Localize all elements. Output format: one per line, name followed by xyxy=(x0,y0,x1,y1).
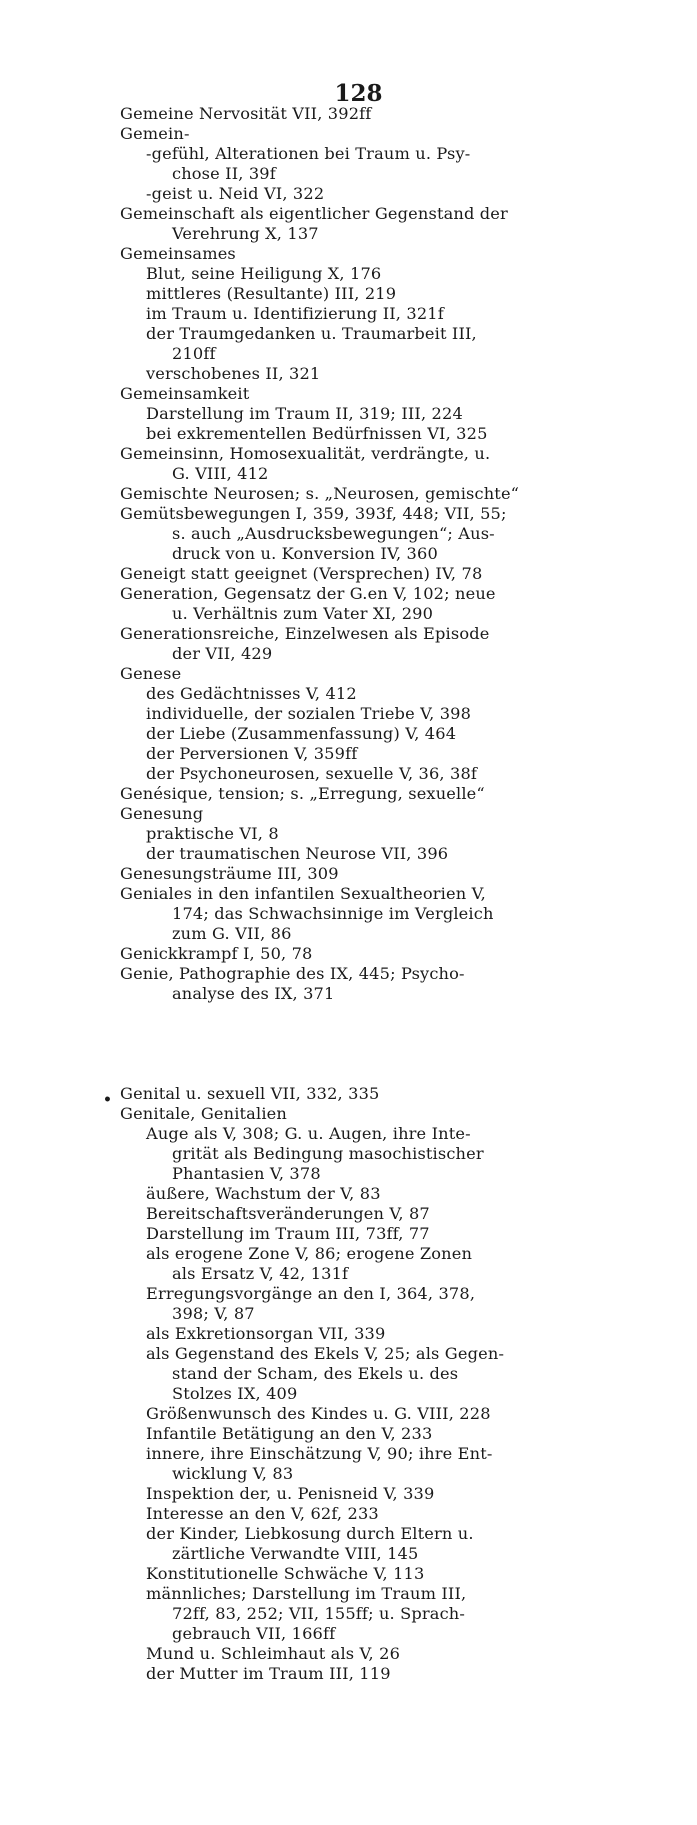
index-line: Genie, Pathographie des IX, 445; Psycho- xyxy=(120,964,465,983)
index-line: Genese xyxy=(120,664,182,683)
index-line: analyse des IX, 371 xyxy=(172,984,335,1003)
index-line: Genitale, Genitalien xyxy=(120,1104,287,1123)
index-line: chose II, 39f xyxy=(172,164,276,183)
index-line: stand der Scham, des Ekels u. des xyxy=(172,1364,459,1383)
index-line: Darstellung im Traum II, 319; III, 224 xyxy=(146,404,463,423)
index-line: der Kinder, Liebkosung durch Eltern u. xyxy=(146,1524,474,1543)
index-line: Genesung xyxy=(120,804,204,823)
index-line: wicklung V, 83 xyxy=(172,1464,294,1483)
index-line: Genésique, tension; s. „Erregung, sexuelle“ xyxy=(120,784,485,803)
index-line: zum G. VII, 86 xyxy=(172,924,292,943)
index-line: Genital u. sexuell VII, 332, 335 xyxy=(120,1084,380,1103)
index-line: Generationsreiche, Einzelwesen als Episode xyxy=(120,624,490,643)
page-number: 128 xyxy=(334,80,383,107)
index-line: als Ersatz V, 42, 131f xyxy=(172,1264,349,1283)
index-line: 174; das Schwachsinnige im Vergleich xyxy=(172,904,494,923)
index-line: der Liebe (Zusammenfassung) V, 464 xyxy=(146,724,457,743)
index-line: Erregungsvorgänge an den I, 364, 378, xyxy=(146,1284,476,1303)
index-line: Mund u. Schleimhaut als V, 26 xyxy=(146,1644,401,1663)
index-line: der VII, 429 xyxy=(172,644,273,663)
index-line: Verehrung X, 137 xyxy=(172,224,319,243)
index-line: 210ff xyxy=(172,344,216,363)
index-line: Gemeinsinn, Homosexualität, verdrängte, u. xyxy=(120,444,491,463)
index-line: Blut, seine Heiligung X, 176 xyxy=(146,264,382,283)
index-line: innere, ihre Einschätzung V, 90; ihre Ent- xyxy=(146,1444,493,1463)
index-line: Darstellung im Traum III, 73ff, 77 xyxy=(146,1224,430,1243)
index-line: als erogene Zone V, 86; erogene Zonen xyxy=(146,1244,473,1263)
index-line: 398; V, 87 xyxy=(172,1304,255,1323)
index-line: Gemischte Neurosen; s. „Neurosen, gemischte“ xyxy=(120,484,520,503)
index-line: zärtliche Verwandte VIII, 145 xyxy=(172,1544,419,1563)
index-line: Genesungsträume III, 309 xyxy=(120,864,339,883)
index-line: als Gegenstand des Ekels V, 25; als Gegen- xyxy=(146,1344,505,1363)
index-line: grität als Bedingung masochistischer xyxy=(172,1144,484,1163)
index-line: der Psychoneurosen, sexuelle V, 36, 38f xyxy=(146,764,478,783)
index-line: Generation, Gegensatz der G.en V, 102; neue xyxy=(120,584,496,603)
index-line: der Traumgedanken u. Traumarbeit III, xyxy=(146,324,477,343)
index-line: s. auch „Ausdrucksbewegungen“; Aus- xyxy=(172,524,495,543)
index-line: -geist u. Neid VI, 322 xyxy=(146,184,325,203)
index-line: individuelle, der sozialen Triebe V, 398 xyxy=(146,704,472,723)
index-line: Interesse an den V, 62f, 233 xyxy=(146,1504,379,1523)
index-line: gebrauch VII, 166ff xyxy=(172,1624,336,1643)
index-line: -gefühl, Alterationen bei Traum u. Psy- xyxy=(146,144,471,163)
index-line: Inspektion der, u. Penisneid V, 339 xyxy=(146,1484,435,1503)
index-line: Phantasien V, 378 xyxy=(172,1164,321,1183)
index-line: Geniales in den infantilen Sexualtheorien V, xyxy=(120,884,486,903)
index-line: G. VIII, 412 xyxy=(172,464,269,483)
index-line: Auge als V, 308; G. u. Augen, ihre Inte- xyxy=(146,1124,471,1143)
index-line: männliches; Darstellung im Traum III, xyxy=(146,1584,467,1603)
index-line: Größenwunsch des Kindes u. G. VIII, 228 xyxy=(146,1404,491,1423)
index-line: Gemeine Nervosität VII, 392ff xyxy=(120,104,372,123)
index-line: Gemeinsames xyxy=(120,244,236,263)
index-line: Stolzes IX, 409 xyxy=(172,1384,298,1403)
index-line: verschobenes II, 321 xyxy=(146,364,321,383)
index-line: Gemeinschaft als eigentlicher Gegenstand der xyxy=(120,204,508,223)
index-line: druck von u. Konversion IV, 360 xyxy=(172,544,438,563)
index-line: Konstitutionelle Schwäche V, 113 xyxy=(146,1564,425,1583)
index-line: Gemütsbewegungen I, 359, 393f, 448; VII, 55; xyxy=(120,504,507,523)
index-line: der Mutter im Traum III, 119 xyxy=(146,1664,391,1683)
margin-dot-marker: • xyxy=(103,1092,112,1108)
index-line: Gemein- xyxy=(120,124,190,143)
index-line: Genickkrampf I, 50, 78 xyxy=(120,944,313,963)
index-line: Gemeinsamkeit xyxy=(120,384,250,403)
index-line: der traumatischen Neurose VII, 396 xyxy=(146,844,449,863)
index-line: u. Verhältnis zum Vater XI, 290 xyxy=(172,604,434,623)
index-line: bei exkrementellen Bedürfnissen VI, 325 xyxy=(146,424,488,443)
index-line: praktische VI, 8 xyxy=(146,824,279,843)
index-line: Geneigt statt geeignet (Versprechen) IV, 78 xyxy=(120,564,483,583)
index-line: des Gedächtnisses V, 412 xyxy=(146,684,357,703)
index-line: Bereitschaftsveränderungen V, 87 xyxy=(146,1204,430,1223)
index-line: als Exkretionsorgan VII, 339 xyxy=(146,1324,386,1343)
index-line: äußere, Wachstum der V, 83 xyxy=(146,1184,381,1203)
index-line: im Traum u. Identifizierung II, 321f xyxy=(146,304,444,323)
index-line: 72ff, 83, 252; VII, 155ff; u. Sprach- xyxy=(172,1604,465,1623)
index-line: der Perversionen V, 359ff xyxy=(146,744,358,763)
index-line: Infantile Betätigung an den V, 233 xyxy=(146,1424,433,1443)
index-line: mittleres (Resultante) III, 219 xyxy=(146,284,397,303)
